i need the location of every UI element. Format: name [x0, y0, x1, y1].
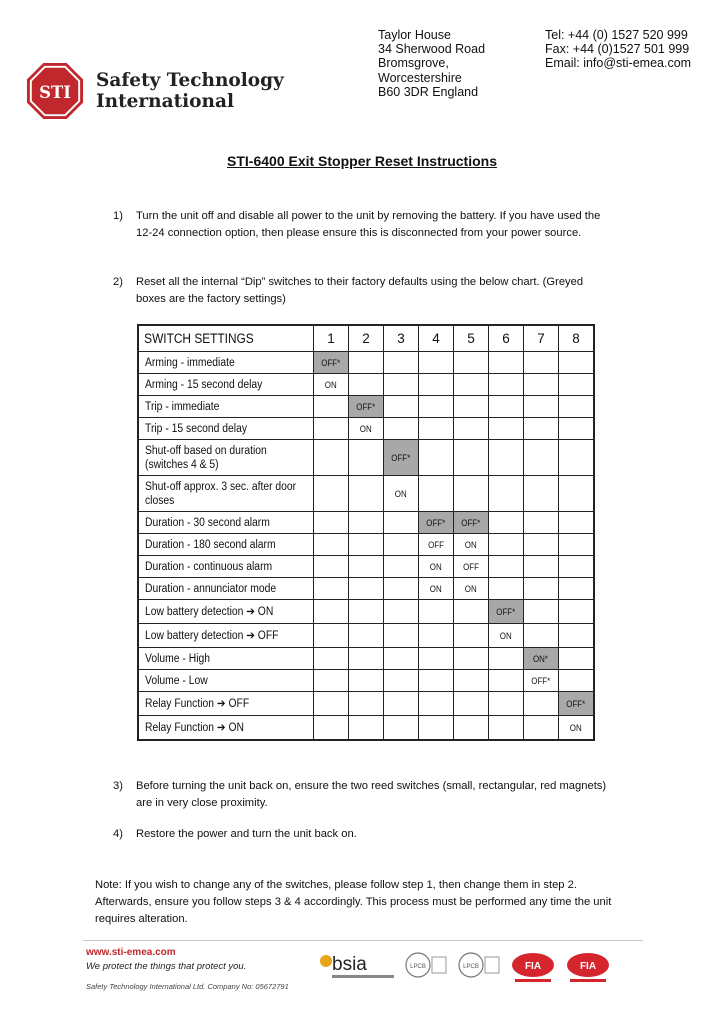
- row-label-text: Low battery detection ➔ ON: [145, 605, 274, 618]
- column-header: 8: [559, 325, 595, 352]
- switch-cell: [454, 476, 489, 512]
- switch-cell: [419, 352, 454, 374]
- switch-cell: [314, 352, 349, 374]
- switch-value: OFF*: [321, 357, 341, 368]
- row-label-text: Relay Function ➔ OFF: [145, 697, 250, 710]
- switch-cell: [454, 418, 489, 440]
- switch-cell: [489, 624, 524, 648]
- page-title: STI-6400 Exit Stopper Reset Instructions: [227, 153, 497, 169]
- table-row: [138, 440, 594, 476]
- switch-value: OFF*: [461, 517, 481, 528]
- switch-cell: [489, 692, 524, 716]
- switch-cell: [314, 556, 349, 578]
- switch-cell: [524, 374, 559, 396]
- switch-cell: [489, 648, 524, 670]
- switch-cell: [524, 556, 559, 578]
- switch-cell: [489, 600, 524, 624]
- switch-cell: [314, 600, 349, 624]
- switch-value: ON: [325, 379, 337, 390]
- row-label-text: Relay Function ➔ ON: [145, 721, 244, 734]
- row-label-text: Duration - 180 second alarm: [145, 538, 276, 551]
- column-header: 7: [524, 325, 559, 352]
- switch-cell: [349, 352, 384, 374]
- column-header: 4: [419, 325, 454, 352]
- row-label: [138, 716, 314, 741]
- switch-value: OFF: [463, 561, 479, 572]
- address-line: Taylor House: [378, 28, 451, 42]
- row-label-text: Shut-off approx. 3 sec. after door: [145, 480, 297, 493]
- lpcb-logo-icon: [406, 953, 446, 977]
- switch-cell: [314, 578, 349, 600]
- row-label-text: Trip - immediate: [145, 400, 220, 413]
- column-header: 3: [384, 325, 419, 352]
- row-label-text: Arming - immediate: [145, 356, 235, 369]
- switch-cell: [419, 396, 454, 418]
- switch-cell: [489, 670, 524, 692]
- switch-cell: [419, 600, 454, 624]
- tagline: We protect the things that protect you.: [86, 961, 247, 972]
- brand-name: [96, 70, 284, 112]
- switch-cell: [384, 578, 419, 600]
- table-row: [138, 578, 594, 600]
- switch-cell: [384, 440, 419, 476]
- switch-cell: [384, 624, 419, 648]
- switch-cell: [384, 534, 419, 556]
- switch-value: OFF: [428, 539, 444, 550]
- switch-cell: [419, 476, 454, 512]
- switch-cell: [454, 352, 489, 374]
- brand-line-2: International: [96, 91, 234, 112]
- switch-value: ON: [430, 561, 442, 572]
- table-row: [138, 534, 594, 556]
- switch-cell: [349, 374, 384, 396]
- switch-cell: [524, 716, 559, 741]
- switch-cell: [314, 534, 349, 556]
- switch-cell: [314, 692, 349, 716]
- accreditation-logos: [318, 949, 618, 985]
- bsia-logo-icon: [320, 954, 394, 978]
- switch-cell: [349, 670, 384, 692]
- step-text: Before turning the unit back on, ensure the two reed switches (small, rectangular, red magnets) are in very close proximity.: [136, 780, 607, 809]
- switch-cell: [559, 578, 595, 600]
- switch-cell: [559, 512, 595, 534]
- switch-cell: [349, 600, 384, 624]
- switch-value: ON: [395, 488, 407, 499]
- table-row: [138, 556, 594, 578]
- row-label-text: Volume - High: [145, 652, 211, 665]
- switch-cell: [454, 692, 489, 716]
- switch-cell: [349, 512, 384, 534]
- row-label: [138, 440, 314, 476]
- switch-cell: [384, 352, 419, 374]
- switch-cell: [419, 556, 454, 578]
- switch-cell: [524, 418, 559, 440]
- switch-value: OFF*: [391, 452, 411, 463]
- switch-cell: [384, 418, 419, 440]
- switch-cell: [419, 648, 454, 670]
- row-label: [138, 476, 314, 512]
- switch-cell: [419, 418, 454, 440]
- switch-cell: [384, 648, 419, 670]
- switch-value: ON*: [533, 653, 549, 664]
- address-line: Worcestershire: [378, 70, 462, 85]
- switch-cell: [384, 374, 419, 396]
- switch-cell: [349, 692, 384, 716]
- switch-cell: [314, 418, 349, 440]
- step-number: 3): [113, 780, 123, 792]
- row-label: [138, 692, 314, 716]
- switch-cell: [419, 624, 454, 648]
- switch-cell: [489, 534, 524, 556]
- switch-cell: [524, 476, 559, 512]
- switch-cell: [314, 670, 349, 692]
- switch-cell: [489, 374, 524, 396]
- table-row: [138, 418, 594, 440]
- column-header: 5: [454, 325, 489, 352]
- email: Email: info@sti-emea.com: [545, 56, 692, 71]
- switch-cell: [524, 670, 559, 692]
- column-header: 6: [489, 325, 524, 352]
- switch-cell: [559, 716, 595, 741]
- row-label: [138, 374, 314, 396]
- switch-cell: [419, 512, 454, 534]
- switch-cell: [454, 716, 489, 741]
- company-info: Safety Technology International Ltd. Company No: 05672791: [86, 982, 289, 991]
- switch-cell: [489, 418, 524, 440]
- sti-logo-icon: [26, 62, 84, 120]
- row-label-text: (switches 4 & 5): [145, 458, 219, 471]
- switch-cell: [524, 396, 559, 418]
- switch-value: OFF*: [426, 517, 446, 528]
- switch-settings-header: SWITCH SETTINGS: [138, 325, 292, 352]
- switch-cell: [384, 476, 419, 512]
- column-header: 1: [314, 325, 349, 352]
- switch-cell: [349, 476, 384, 512]
- switch-value: OFF*: [356, 401, 376, 412]
- step-number: 2): [113, 276, 123, 288]
- switch-cell: [349, 578, 384, 600]
- switch-cell: [349, 418, 384, 440]
- switch-cell: [314, 396, 349, 418]
- switch-cell: [384, 670, 419, 692]
- switch-cell: [524, 352, 559, 374]
- switch-cell: [559, 396, 595, 418]
- switch-cell: [384, 512, 419, 534]
- row-label: [138, 352, 314, 374]
- switch-cell: [559, 556, 595, 578]
- switch-settings-table: [137, 324, 595, 741]
- table-row: [138, 352, 594, 374]
- lpcb-logo-text: LPCB: [410, 964, 426, 970]
- row-label-text: Duration - 30 second alarm: [145, 516, 270, 529]
- switch-cell: [489, 512, 524, 534]
- switch-cell: [314, 374, 349, 396]
- switch-cell: [349, 440, 384, 476]
- switch-cell: [454, 600, 489, 624]
- fia-logo-icon: [512, 953, 554, 982]
- switch-cell: [489, 352, 524, 374]
- website-link[interactable]: www.sti-emea.com: [86, 947, 176, 958]
- switch-cell: [559, 374, 595, 396]
- table-row: [138, 374, 594, 396]
- logo-text: STI: [39, 82, 71, 102]
- switch-cell: [559, 476, 595, 512]
- row-label: [138, 648, 314, 670]
- contact-block: [545, 28, 691, 71]
- row-label-text: Shut-off based on duration: [145, 444, 267, 457]
- switch-cell: [559, 440, 595, 476]
- lpcb-logo-icon-2: [459, 953, 499, 977]
- switch-cell: [559, 600, 595, 624]
- note-paragraph: Note: If you wish to change any of the switches, please follow step 1, then change them in step 2. Afterwards, ensure you follow steps 3 & 4 accordingly. This process must be performed any time the unit requires alteration.: [95, 879, 612, 925]
- fia-logo-text: FIA: [579, 961, 597, 972]
- step-text: Reset all the internal “Dip” switches to their factory defaults using the below chart. (Greyed boxes are the factory settings): [136, 276, 584, 305]
- switch-value: OFF*: [531, 675, 551, 686]
- row-label: [138, 624, 314, 648]
- row-label-text: Arming - 15 second delay: [145, 378, 263, 391]
- switch-cell: [314, 512, 349, 534]
- switch-cell: [454, 624, 489, 648]
- table-header-row: [138, 325, 594, 352]
- row-label: [138, 556, 314, 578]
- row-label-text: Trip - 15 second delay: [145, 422, 248, 435]
- brand-line-1: Safety Technology: [96, 70, 284, 91]
- row-label-text: Duration - annunciator mode: [145, 582, 277, 595]
- switch-cell: [419, 440, 454, 476]
- switch-cell: [349, 556, 384, 578]
- step-text: Restore the power and turn the unit back on.: [136, 828, 357, 840]
- switch-cell: [454, 556, 489, 578]
- switch-cell: [559, 648, 595, 670]
- switch-cell: [489, 716, 524, 741]
- switch-value: ON: [465, 583, 477, 594]
- row-label: [138, 670, 314, 692]
- switch-cell: [384, 396, 419, 418]
- switch-cell: [524, 600, 559, 624]
- address-line: Bromsgrove,: [378, 56, 449, 71]
- switch-cell: [454, 578, 489, 600]
- switch-cell: [454, 670, 489, 692]
- switch-cell: [419, 692, 454, 716]
- switch-cell: [384, 716, 419, 741]
- switch-cell: [419, 716, 454, 741]
- row-label: [138, 418, 314, 440]
- switch-cell: [559, 670, 595, 692]
- row-label-text: Volume - Low: [145, 674, 208, 687]
- switch-cell: [524, 692, 559, 716]
- switch-value: ON: [500, 630, 512, 641]
- table-row: [138, 716, 594, 741]
- table-row: [138, 476, 594, 512]
- table-row: [138, 692, 594, 716]
- switch-cell: [349, 534, 384, 556]
- switch-cell: [349, 648, 384, 670]
- switch-cell: [489, 556, 524, 578]
- switch-cell: [314, 648, 349, 670]
- phone: Tel: +44 (0) 1527 520 999: [545, 28, 688, 42]
- switch-cell: [524, 512, 559, 534]
- switch-cell: [419, 374, 454, 396]
- row-label: [138, 512, 314, 534]
- fia-expert-council-logo-icon: [567, 953, 609, 982]
- row-label: [138, 396, 314, 418]
- step-text: Turn the unit off and disable all power to the unit by removing the battery. If you have used the 12-24 connection option, then please ensure this is disconnected from your power source.: [136, 210, 601, 239]
- switch-cell: [559, 624, 595, 648]
- fia-logo-text: FIA: [524, 961, 542, 972]
- fax: Fax: +44 (0)1527 501 999: [545, 42, 690, 57]
- switch-cell: [419, 670, 454, 692]
- switch-cell: [559, 534, 595, 556]
- row-label: [138, 578, 314, 600]
- switch-value: ON: [465, 539, 477, 550]
- row-label: [138, 534, 314, 556]
- switch-cell: [454, 648, 489, 670]
- switch-cell: [524, 534, 559, 556]
- switch-value: OFF*: [496, 606, 516, 617]
- switch-cell: [454, 440, 489, 476]
- row-label-text: closes: [145, 494, 175, 507]
- switch-cell: [314, 440, 349, 476]
- switch-cell: [489, 396, 524, 418]
- address-line: B60 3DR England: [378, 84, 479, 99]
- switch-value: ON: [360, 423, 372, 434]
- switch-cell: [349, 716, 384, 741]
- address-line: 34 Sherwood Road: [378, 42, 486, 57]
- table-row: [138, 624, 594, 648]
- row-label: [138, 600, 314, 624]
- switch-cell: [524, 578, 559, 600]
- table-row: [138, 396, 594, 418]
- switch-value: OFF*: [566, 698, 586, 709]
- step-number: 1): [113, 210, 123, 222]
- switch-cell: [349, 396, 384, 418]
- switch-cell: [314, 716, 349, 741]
- switch-cell: [349, 624, 384, 648]
- switch-cell: [524, 440, 559, 476]
- switch-cell: [454, 512, 489, 534]
- switch-cell: [314, 624, 349, 648]
- footer-divider: [83, 940, 643, 941]
- switch-cell: [559, 352, 595, 374]
- address-block: [378, 28, 485, 99]
- switch-cell: [489, 440, 524, 476]
- switch-cell: [489, 578, 524, 600]
- switch-cell: [454, 374, 489, 396]
- table-row: [138, 600, 594, 624]
- table-row: [138, 648, 594, 670]
- switch-cell: [314, 476, 349, 512]
- switch-cell: [384, 556, 419, 578]
- switch-cell: [489, 476, 524, 512]
- row-label-text: Low battery detection ➔ OFF: [145, 629, 279, 642]
- switch-value: ON: [570, 722, 582, 733]
- table-row: [138, 670, 594, 692]
- bsia-logo-text: bsia: [332, 954, 367, 975]
- switch-cell: [524, 648, 559, 670]
- row-label-text: Duration - continuous alarm: [145, 560, 273, 573]
- switch-cell: [384, 600, 419, 624]
- switch-value: ON: [430, 583, 442, 594]
- switch-cell: [419, 534, 454, 556]
- switch-cell: [454, 534, 489, 556]
- lpcb-logo-text: LPCB: [463, 964, 479, 970]
- switch-cell: [559, 692, 595, 716]
- switch-cell: [559, 418, 595, 440]
- switch-cell: [419, 578, 454, 600]
- column-header: 2: [349, 325, 384, 352]
- switch-cell: [454, 396, 489, 418]
- switch-cell: [384, 692, 419, 716]
- switch-cell: [524, 624, 559, 648]
- step-number: 4): [113, 828, 123, 840]
- table-row: [138, 512, 594, 534]
